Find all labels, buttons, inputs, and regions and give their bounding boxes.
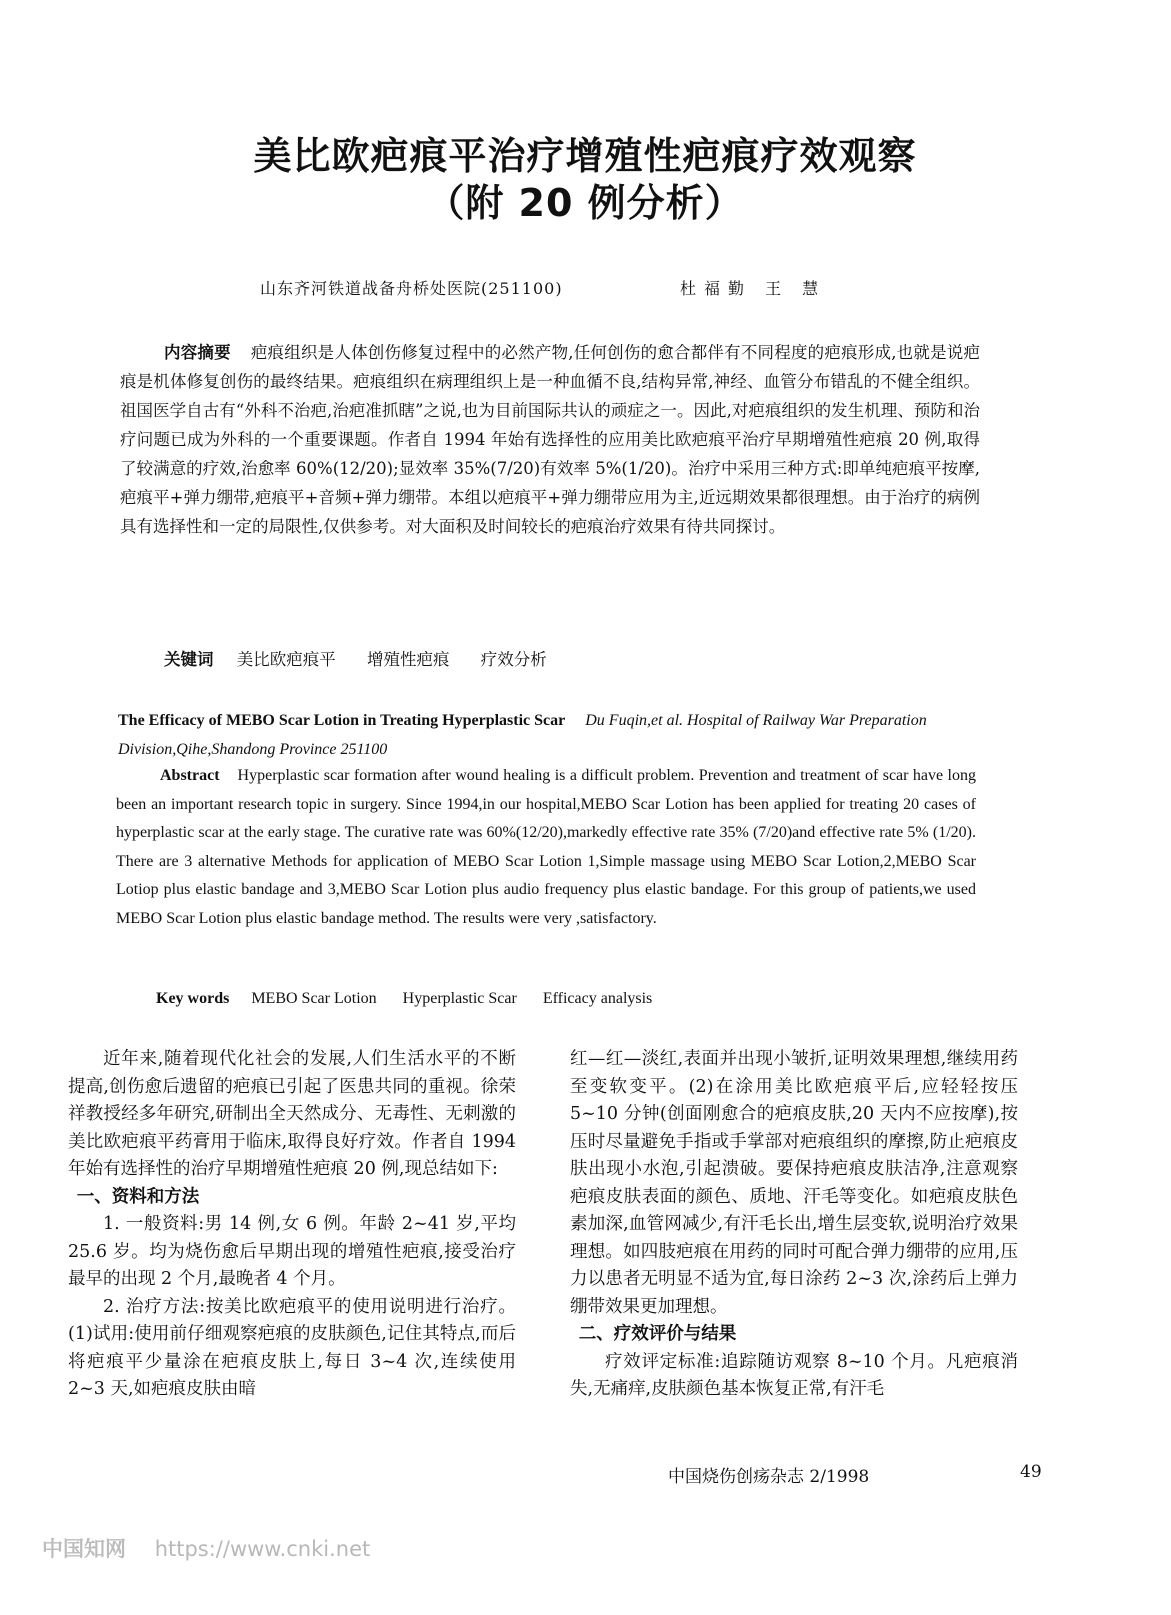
abstract-en [116, 762, 976, 933]
author-names: 杜福勤 王 慧 [680, 279, 827, 298]
cnki-watermark [42, 1533, 370, 1563]
author-line [260, 276, 880, 299]
journal-name: 中国烧伤创疡杂志 2/1998 [668, 1467, 870, 1487]
body-paragraph: 2. 治疗方法:按美比欧疤痕平的使用说明进行治疗。(1)试用:使用前仔细观察疤痕的皮肤颜色,记住其特点,而后将疤痕平少量涂在疤痕皮肤上,每日 3~4 次,连续使用 2~3 天,如疤痕皮肤由暗 [68, 1296, 516, 1399]
body-column-right [570, 1046, 1018, 1404]
english-affiliation: Du Fuqin,et al. Hospital of Railway War Preparation Division,Qihe,Shandong Province 251100 [118, 712, 927, 758]
keyword-cn: 增殖性疤痕 [367, 650, 450, 669]
keyword-en: Hyperplastic Scar [402, 990, 517, 1007]
keywords-en [156, 990, 674, 1008]
paper-title: 美比欧疤痕平治疗增殖性疤痕疗效观察 [253, 134, 917, 178]
body-column-left [68, 1046, 516, 1404]
intro-paragraph: 近年来,随着现代化社会的发展,人们生活水平的不断提高,创伤愈后遗留的疤痕已引起了医患共同的重视。徐荣祥教授经多年研究,研制出全天然成分、无毒性、无刺激的美比欧疤痕平药膏用于临床,取得良好疗效。作者自 1994 年始有选择性的治疗早期增殖性疤痕 20 例,现总结如下: [68, 1049, 516, 1179]
paper-subtitle: （附 20 例分析） [426, 181, 744, 225]
page-number: 49 [1020, 1462, 1042, 1482]
affiliation: 山东齐河铁道战备舟桥处医院(251100) [260, 279, 563, 298]
abstract-cn [120, 338, 980, 541]
section-heading: 二、疗效评价与结果 [578, 1324, 737, 1344]
keyword-en: MEBO Scar Lotion [251, 990, 377, 1007]
english-title: The Efficacy of MEBO Scar Lotion in Treating Hyperplastic Scar [118, 712, 566, 729]
keyword-cn: 美比欧疤痕平 [236, 650, 336, 669]
keywords-en-label: Key words [156, 990, 230, 1007]
body-paragraph: 1. 一般资料:男 14 例,女 6 例。年龄 2~41 岁,平均 25.6 岁。均为烧伤愈后早期出现的增殖性疤痕,接受治疗最早的出现 2 个月,最晚者 4 个月。 [68, 1214, 516, 1289]
body-paragraph: 疗效评定标准:追踪随访观察 8~10 个月。凡疤痕消失,无痛痒,皮肤颜色基本恢复正常,有汗毛 [570, 1351, 1018, 1399]
cnki-logo: 中国知网 [42, 1537, 126, 1561]
abstract-en-text: Hyperplastic scar formation after wound healing is a difficult problem. Prevention and treatment of scar have long been an important research topic in surgery. Since 1994,in our hospital,MEBO Scar Lotion has been applied for treating 20 cases of hyperplastic scar at the early stage. The curative rate was 60%(12/20),markedly effective rate 35% (7/20)and effective rate 5% (1/20). There are 3 alternative Methods for application of MEBO Scar Lotion 1,Simple massage using MEBO Scar Lotion,2,MEBO Scar Lotiop plus elastic bandage and 3,MEBO Scar Lotion plus audio frequency plus elastic bandage. For this group of patients,we used MEBO Scar Lotion plus elastic bandage method. The results were very ,satisfactory. [116, 767, 976, 927]
body-paragraph: 红—红—淡红,表面并出现小皱折,证明效果理想,继续用药至变软变平。(2)在涂用美比欧疤痕平后,应轻轻按压 5~10 分钟(创面刚愈合的疤痕皮肤,20 天内不应按摩),按压时尽量避免手指或手掌部对疤痕组织的摩擦,防止疤痕皮肤出现小水泡,引起溃破。要保持疤痕皮肤洁净,注意观察疤痕皮肤表面的颜色、质地、汗毛等变化。如疤痕皮肤色素加深,血管网减少,有汗毛长出,增生层变软,说明治疗效果理想。如四肢疤痕在用药的同时可配合弹力绷带的应用,压力以患者无明显不适为宜,每日涂药 2~3 次,涂药后上弹力绷带效果更加理想。 [570, 1049, 1018, 1317]
keyword-en: Efficacy analysis [542, 990, 653, 1007]
keyword-cn: 疗效分析 [480, 650, 547, 669]
cnki-url: https://www.cnki.net [154, 1537, 371, 1561]
keywords-cn [164, 646, 573, 670]
abstract-cn-label: 内容摘要 [164, 343, 231, 362]
keywords-cn-label: 关键词 [164, 650, 214, 669]
abstract-en-label: Abstract [160, 767, 220, 784]
section-heading: 一、资料和方法 [76, 1186, 200, 1207]
english-title-block [118, 706, 978, 764]
page-footer [668, 1462, 1068, 1487]
abstract-cn-text: 疤痕组织是人体创伤修复过程中的必然产物,任何创伤的愈合都伴有不同程度的疤痕形成,也就是说疤痕是机体修复创伤的最终结果。疤痕组织在病理组织上是一种血循不良,结构异常,神经、血管分布错乱的不健全组织。祖国医学自古有“外科不治疤,治疤准抓瞎”之说,也为目前国际共认的顽症之一。因此,对疤痕组织的发生机理、预防和治疗问题已成为外科的一个重要课题。作者自 1994 年始有选择性的应用美比欧疤痕平治疗早期增殖性疤痕 20 例,取得了较满意的疗效,治愈率 60%(12/20);显效率 35%(7/20)有效率 5%(1/20)。治疗中采用三种方式:即单纯疤痕平按摩,疤痕平+弹力绷带,疤痕平+音频+弹力绷带。本组以疤痕平+弹力绷带应用为主,近远期效果都很理想。由于治疗的病例具有选择性和一定的局限性,仅供参考。对大面积及时间较长的疤痕治疗效果有待共同探讨。 [120, 343, 981, 536]
